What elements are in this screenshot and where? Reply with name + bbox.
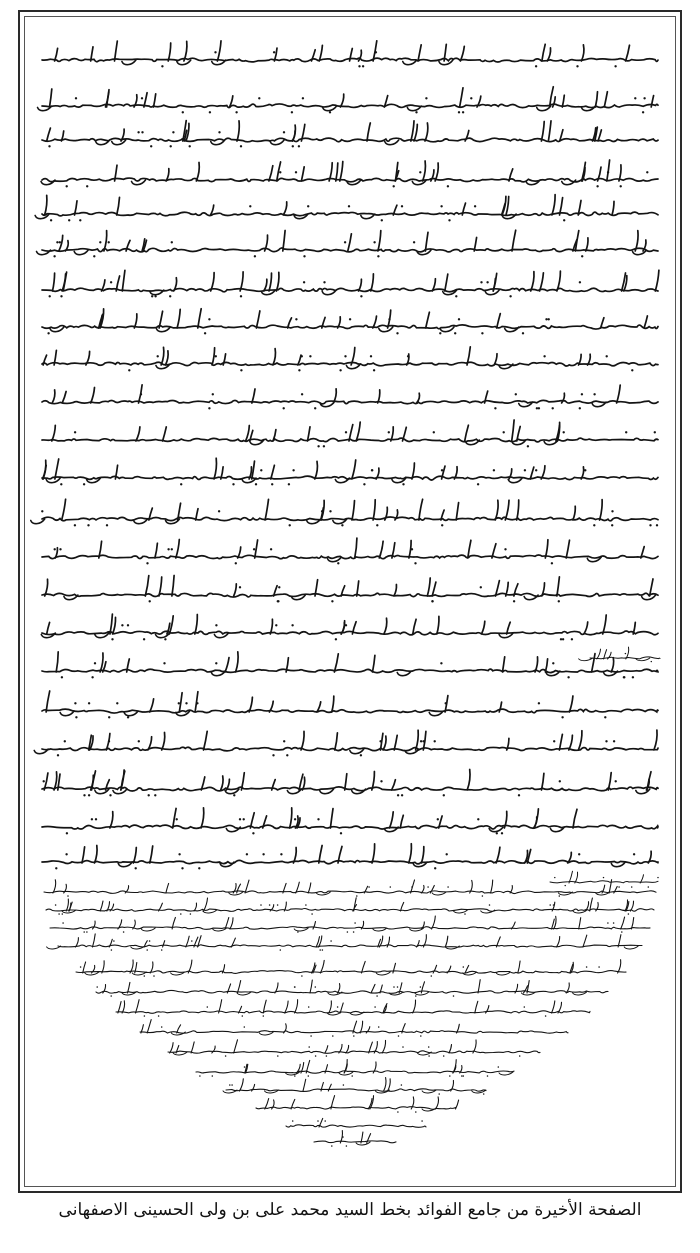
handwritten-text-block [30,22,670,1182]
handwritten-line [579,647,660,662]
handwritten-line [34,730,658,756]
handwritten-line [42,652,658,679]
handwritten-line [223,1078,486,1095]
handwritten-line [42,420,658,447]
handwritten-line [256,1096,459,1113]
handwritten-line [50,916,650,933]
handwritten-line [42,691,658,718]
handwritten-line [42,458,658,485]
handwritten-line [42,808,658,835]
handwritten-line [140,1020,568,1037]
handwritten-line [42,576,658,603]
manuscript-page [30,22,670,1182]
handwritten-line [42,270,659,297]
handwritten-line [196,1060,514,1077]
handwritten-line [76,960,626,977]
handwritten-line [42,844,658,870]
handwritten-line [42,770,658,797]
handwritten-line [168,1040,540,1057]
handwritten-line [42,41,658,68]
handwritten-line [31,499,658,526]
handwritten-line [550,871,659,886]
handwritten-line [42,121,658,148]
handwritten-line [38,87,659,114]
handwritten-line [47,934,642,951]
handwritten-line [41,160,658,187]
handwritten-line [42,385,658,410]
handwritten-line [116,1000,590,1017]
handwritten-line [314,1131,396,1147]
handwritten-line [41,614,658,640]
page-caption: الصفحة الأخيرة من جامع الفوائد بخط السيد محمد على بن ولى الحسينى الاصفهانى [58,1200,642,1220]
handwritten-line [35,195,658,222]
handwritten-line [286,1118,426,1127]
handwritten-line [46,898,654,915]
handwritten-line [96,980,608,997]
handwritten-line [37,230,659,257]
handwritten-line [42,309,658,335]
handwritten-line [42,538,658,564]
handwritten-line [42,347,658,372]
